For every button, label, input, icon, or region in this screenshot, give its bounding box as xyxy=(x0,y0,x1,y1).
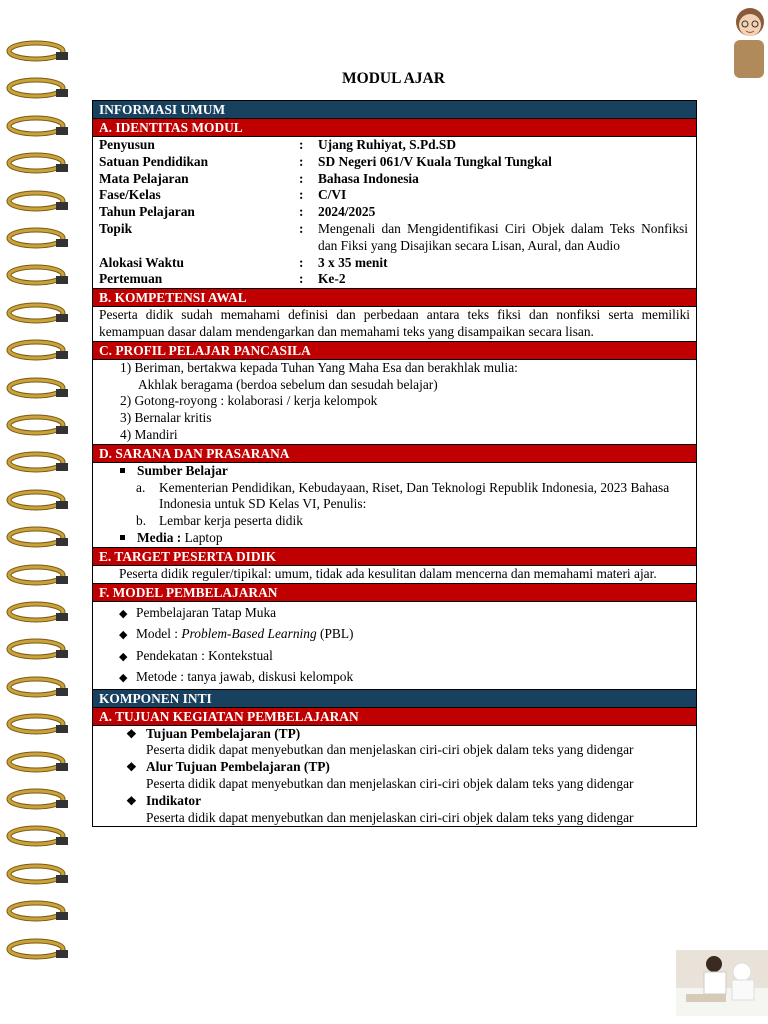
tujuan-text: Peserta didik dapat menyebutkan dan menjelaskan ciri-ciri objek dalam teks yang didengar xyxy=(146,809,634,825)
row-label: Satuan Pendidikan xyxy=(99,153,209,169)
binder-ring-icon xyxy=(6,526,70,548)
binder-ring-icon xyxy=(6,938,70,960)
section-profil-pancasila: C. PROFIL PELAJAR PANCASILA xyxy=(93,342,696,360)
binder-ring-icon xyxy=(6,713,70,735)
section-komponen-inti: KOMPONEN INTI xyxy=(93,690,696,708)
media-label: Media : xyxy=(137,529,182,545)
media-value: Laptop xyxy=(181,529,223,545)
sub-text: Lembar kerja peserta didik xyxy=(159,513,303,529)
binder-ring-icon xyxy=(6,825,70,847)
list-item-sub xyxy=(118,513,690,530)
row-label: Mata Pelajaran xyxy=(99,170,189,186)
list-item xyxy=(118,530,690,547)
binder-ring-icon xyxy=(6,451,70,473)
row-colon: : xyxy=(299,153,304,169)
binder-ring-icon xyxy=(6,152,70,174)
list-item xyxy=(119,603,690,625)
identitas-row xyxy=(93,154,696,171)
diamond-bullet-icon: ◆ xyxy=(119,629,128,642)
section-tujuan: A. TUJUAN KEGIATAN PEMBELAJARAN xyxy=(93,708,696,726)
sarana-list xyxy=(93,463,696,548)
module-table xyxy=(92,100,697,827)
binder-ring-icon xyxy=(6,601,70,623)
row-label: Penyusun xyxy=(99,137,155,152)
title-text: Indikator xyxy=(146,792,202,808)
item-text: Pembelajaran Tatap Muka xyxy=(136,604,277,620)
list-item: 4) Mandiri xyxy=(120,426,178,442)
row-value: Ke-2 xyxy=(318,271,346,287)
title-text: Alur Tujuan Pembelajaran (TP) xyxy=(146,759,330,775)
tujuan-title xyxy=(126,759,690,776)
list-item: 2) Gotong-royong : kolaborasi / kerja kelompok xyxy=(120,393,378,409)
identitas-row xyxy=(93,187,696,204)
row-colon: : xyxy=(299,220,304,236)
row-colon: : xyxy=(299,204,304,220)
identitas-row xyxy=(93,204,696,221)
list-item xyxy=(118,463,690,480)
row-colon: : xyxy=(299,170,304,186)
tujuan-title xyxy=(126,726,690,743)
tujuan-text: Peserta didik dapat menyebutkan dan menjelaskan ciri-ciri objek dalam teks yang didengar xyxy=(146,742,634,758)
star-bullet-icon: ❖ xyxy=(126,793,137,808)
row-colon: : xyxy=(299,271,304,287)
kompetensi-text: Peserta didik sudah memahami definisi dan perbedaan antara teks fiksi dan nonfiksi serta memiliki kemampuan dasar dalam mendengarkan dan memahami teks yang disampaikan secara lisan. xyxy=(93,307,696,342)
item-text: Model : xyxy=(136,626,182,642)
binder-ring-icon xyxy=(6,302,70,324)
row-label: Topik xyxy=(99,220,133,236)
item-text: Metode : tanya jawab, diskusi kelompok xyxy=(136,669,354,685)
row-colon: : xyxy=(299,137,304,152)
identitas-row xyxy=(93,171,696,188)
identitas-row xyxy=(93,137,696,154)
list-item xyxy=(119,624,690,646)
row-label: Pertemuan xyxy=(99,271,163,287)
square-bullet-icon xyxy=(120,468,125,473)
binder-ring-icon xyxy=(6,676,70,698)
star-bullet-icon: ❖ xyxy=(126,726,137,741)
binder-ring-icon xyxy=(6,190,70,212)
model-list xyxy=(93,602,696,690)
list-item xyxy=(119,646,690,668)
tujuan-text: Peserta didik dapat menyebutkan dan menjelaskan ciri-ciri objek dalam teks yang didengar xyxy=(146,775,634,791)
section-informasi-umum: INFORMASI UMUM xyxy=(93,101,696,119)
binder-rings xyxy=(6,40,72,960)
binder-ring-icon xyxy=(6,900,70,922)
list-item: 1) Beriman, bertakwa kepada Tuhan Yang Maha Esa dan berakhlak mulia: xyxy=(120,359,518,375)
binder-ring-icon xyxy=(6,414,70,436)
tujuan-list xyxy=(93,726,696,827)
classroom-photo xyxy=(676,950,768,1016)
identitas-row xyxy=(93,221,696,255)
binder-ring-icon xyxy=(6,564,70,586)
section-identitas-modul: A. IDENTITAS MODUL xyxy=(93,119,696,137)
tujuan-title xyxy=(126,793,690,810)
identitas-row xyxy=(93,255,696,272)
row-value: 3 x 35 menit xyxy=(318,254,388,270)
row-label: Fase/Kelas xyxy=(99,187,161,203)
row-colon: : xyxy=(299,254,304,270)
section-model: F. MODEL PEMBELAJARAN xyxy=(93,584,696,602)
section-kompetensi-awal: B. KOMPETENSI AWAL xyxy=(93,289,696,307)
list-item-sub xyxy=(118,480,690,514)
square-bullet-icon xyxy=(120,535,125,540)
list-item: 3) Bernalar kritis xyxy=(120,410,212,426)
item-text-italic: Problem-Based Learning xyxy=(181,626,317,642)
profil-list xyxy=(93,360,696,445)
star-bullet-icon: ❖ xyxy=(126,760,137,775)
binder-ring-icon xyxy=(6,227,70,249)
row-value: 2024/2025 xyxy=(318,204,376,220)
binder-ring-icon xyxy=(6,77,70,99)
binder-ring-icon xyxy=(6,377,70,399)
section-sarana: D. SARANA DAN PRASARANA xyxy=(93,445,696,463)
binder-ring-icon xyxy=(6,788,70,810)
row-label: Tahun Pelajaran xyxy=(99,204,195,220)
row-label: Alokasi Waktu xyxy=(99,254,184,270)
binder-ring-icon xyxy=(6,115,70,137)
diamond-bullet-icon: ◆ xyxy=(119,672,128,685)
row-value: SD Negeri 061/V Kuala Tungkal Tungkal xyxy=(318,153,552,169)
sub-text: Kementerian Pendidikan, Kebudayaan, Riset, Dan Teknologi Republik Indonesia, 2023 Bahasa Indonesia untuk SD Kelas VI, Penulis: xyxy=(159,479,670,512)
list-item-sub: Akhlak beragama (berdoa sebelum dan sesudah belajar) xyxy=(138,376,438,392)
row-colon: : xyxy=(299,187,304,203)
binder-ring-icon xyxy=(6,264,70,286)
target-text: Peserta didik reguler/tipikal: umum, tidak ada kesulitan dalam mencerna dan memahami materi ajar. xyxy=(93,566,696,584)
binder-ring-icon xyxy=(6,40,70,62)
sub-marker: b. xyxy=(136,513,147,529)
binder-ring-icon xyxy=(6,638,70,660)
sumber-label: Sumber Belajar xyxy=(137,462,228,478)
row-value: Ujang Ruhiyat, S.Pd.SD xyxy=(318,137,457,152)
section-target: E. TARGET PESERTA DIDIK xyxy=(93,548,696,566)
row-value: C/VI xyxy=(318,187,347,203)
diamond-bullet-icon: ◆ xyxy=(119,607,128,620)
sub-marker: a. xyxy=(136,479,146,495)
identitas-row xyxy=(93,271,696,288)
identitas-rows xyxy=(93,137,696,289)
binder-ring-icon xyxy=(6,339,70,361)
row-value: Mengenali dan Mengidentifikasi Ciri Objek dalam Teks Nonfiksi dan Fiksi yang Disajikan secara Lisan, Aural, dan Audio xyxy=(318,220,688,253)
title-text: Tujuan Pembelajaran (TP) xyxy=(146,725,301,741)
binder-ring-icon xyxy=(6,863,70,885)
diamond-bullet-icon: ◆ xyxy=(119,650,128,663)
teacher-illustration xyxy=(726,0,768,78)
item-text: Pendekatan : Kontekstual xyxy=(136,647,273,663)
item-text: (PBL) xyxy=(316,626,354,642)
binder-ring-icon xyxy=(6,489,70,511)
page-title: MODUL AJAR xyxy=(342,70,445,87)
list-item xyxy=(119,667,690,689)
row-value: Bahasa Indonesia xyxy=(318,170,419,186)
binder-ring-icon xyxy=(6,751,70,773)
